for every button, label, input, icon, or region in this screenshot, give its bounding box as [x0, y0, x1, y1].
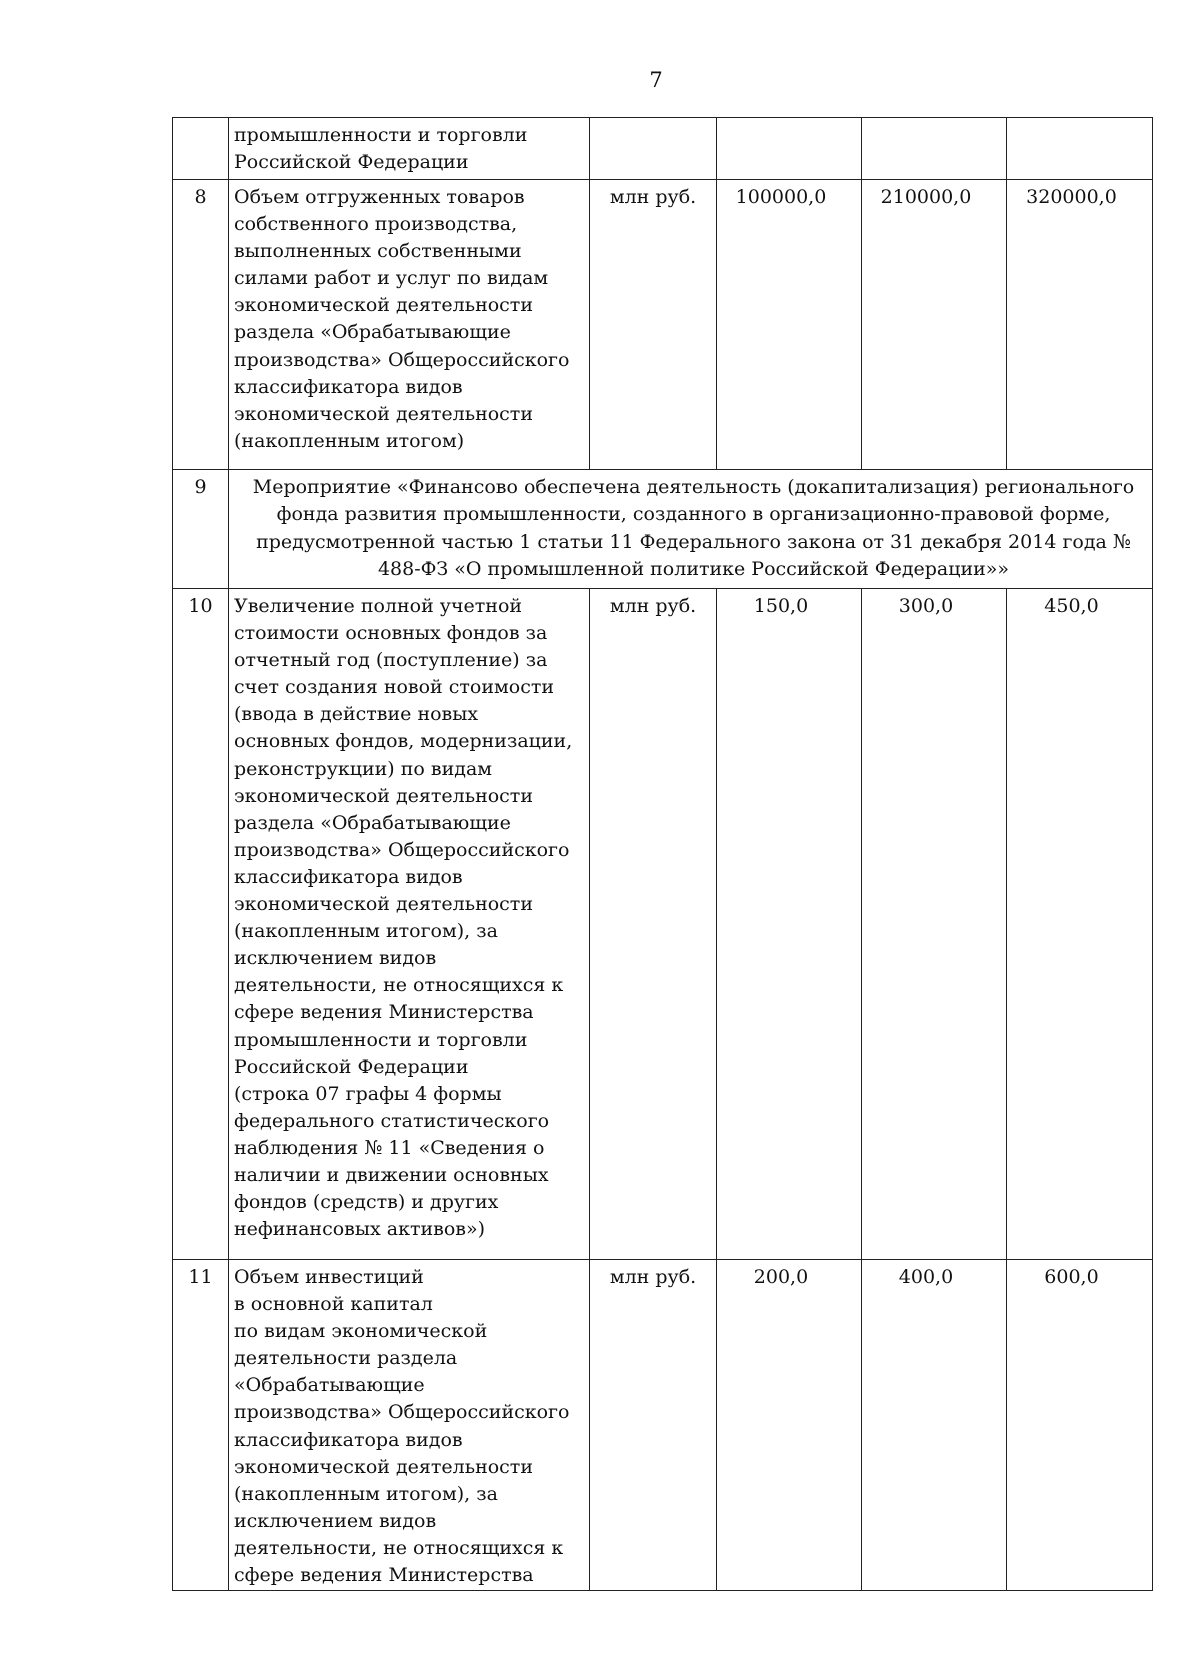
value-cell-1: 200,0 — [717, 1260, 862, 1591]
value-cell-3: 450,0 — [1007, 589, 1153, 1260]
unit-cell: млн руб. — [590, 180, 717, 470]
row-number: 11 — [173, 1260, 229, 1591]
table-row — [173, 118, 1153, 180]
row-number — [173, 118, 229, 180]
value-cell-2 — [862, 118, 1007, 180]
value-cell-1: 100000,0 — [717, 180, 862, 470]
unit-cell: млн руб. — [590, 589, 717, 1260]
row-number: 9 — [173, 470, 229, 589]
event-description: Мероприятие «Финансово обеспечена деятельность (докапитализация) регионального фонда развития промышленности, созданного в организационно-правовой форме, предусмотренной частью 1 статьи 11 Федерального закона от 31 декабря 2014 года № 488-ФЗ «О промышленной политике Российской Федерации»» — [229, 470, 1153, 589]
indicator-name: Увеличение полной учетной стоимости основных фондов за отчетный год (поступление) за счет создания новой стоимости (ввода в действие новых основных фондов, модернизации, реконструкции) по видам экономической деятельности раздела «Обрабатывающие производства» Общероссийского классификатора видов экономической деятельности (накопленным итогом), за исключением видов деятельности, не относящихся к сфере ведения Министерства промышленности и торговли Российской Федерации (строка 07 графы 4 формы федерального статистического наблюдения № 11 «Сведения о наличии и движении основных фондов (средств) и других нефинансовых активов») — [229, 589, 590, 1260]
row-number: 10 — [173, 589, 229, 1260]
page-number: 7 — [649, 68, 663, 92]
indicator-name: Объем инвестиций в основной капитал по видам экономической деятельности раздела «Обрабатывающие производства» Общероссийского классификатора видов экономической деятельности (накопленным итогом), за исключением видов деятельности, не относящихся к сфере ведения Министерства — [229, 1260, 590, 1591]
value-cell-3: 320000,0 — [1007, 180, 1153, 470]
value-cell-3 — [1007, 118, 1153, 180]
unit-cell: млн руб. — [590, 1260, 717, 1591]
table-row — [173, 180, 1153, 470]
value-cell-2: 210000,0 — [862, 180, 1007, 470]
value-cell-1: 150,0 — [717, 589, 862, 1260]
unit-cell — [590, 118, 717, 180]
value-cell-3: 600,0 — [1007, 1260, 1153, 1591]
value-cell-2: 300,0 — [862, 589, 1007, 1260]
table-row — [173, 589, 1153, 1260]
indicator-name: промышленности и торговли Российской Федерации — [229, 118, 590, 180]
table-row — [173, 470, 1153, 589]
indicators-table — [172, 117, 1153, 1591]
value-cell-2: 400,0 — [862, 1260, 1007, 1591]
row-number: 8 — [173, 180, 229, 470]
indicator-name: Объем отгруженных товаров собственного производства, выполненных собственными силами работ и услуг по видам экономической деятельности раздела «Обрабатывающие производства» Общероссийского классификатора видов экономической деятельности (накопленным итогом) — [229, 180, 590, 470]
value-cell-1 — [717, 118, 862, 180]
table-row — [173, 1260, 1153, 1591]
